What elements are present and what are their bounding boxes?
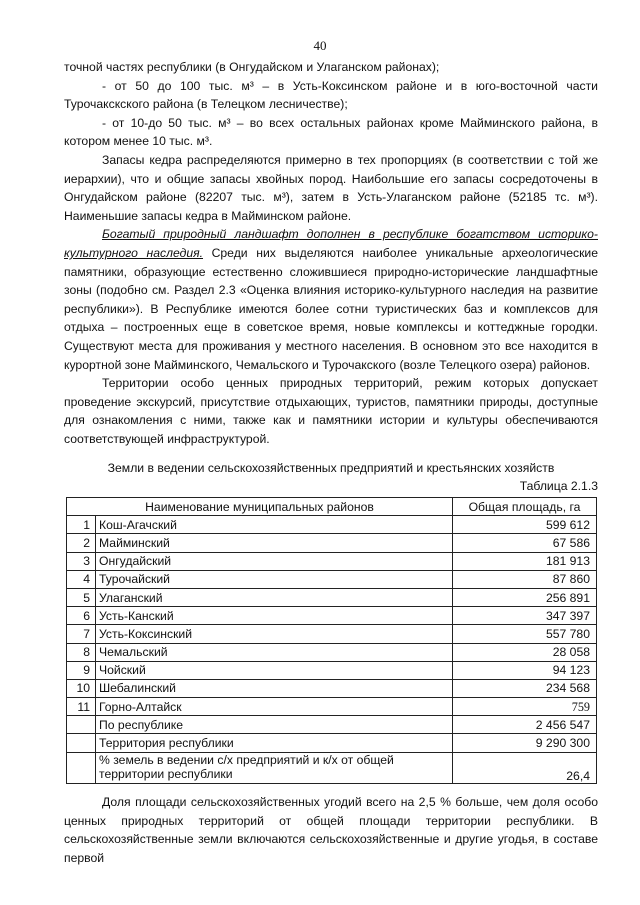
district-area: 94 123	[453, 661, 597, 679]
empty-cell	[67, 734, 96, 752]
share-value: 26,4	[453, 752, 597, 783]
empty-cell	[67, 716, 96, 734]
district-name: Чойский	[96, 661, 453, 679]
header-area: Общая площадь, га	[453, 498, 597, 516]
district-area: 347 397	[453, 607, 597, 625]
district-name: Кош-Агачский	[96, 516, 453, 534]
district-name: Улаганский	[96, 588, 453, 606]
district-name: Усть-Канский	[96, 607, 453, 625]
table-body	[67, 516, 597, 716]
body-text-bottom	[64, 793, 598, 867]
row-number: 7	[67, 625, 96, 643]
district-area: 599 612	[453, 516, 597, 534]
table-row	[67, 698, 597, 716]
empty-cell	[67, 752, 96, 783]
territory-label: Территория республики	[96, 734, 453, 752]
district-name: Турочайский	[96, 570, 453, 588]
table-row	[67, 607, 597, 625]
paragraph-5-italic: Богатый природный ландшафт дополнен в республике богатством историко-культурного наследия.	[64, 227, 598, 260]
total-label: По республике	[96, 716, 453, 734]
paragraph-7: Доля площади сельскохозяйственных угодий всего на 2,5 % больше, чем доля особо ценных природных территорий от общей площади территории республики. В сельскохозяйственные земли включаются сельскохозяйственные и другие угодья, в составе первой	[64, 795, 598, 865]
page-number: 40	[313, 38, 327, 53]
paragraph-5-rest: Среди них выделяются наиболее уникальные археологические памятники, образующие естественно сложившиеся природно-исторические ландшафтные зоны (подобно см. Раздел 2.3 «Оценка влияния историко-культурного наследия на развитие республики»). В Республике имеются более сотни туристических баз и комплексов для отдыха – построенных еще в советское время, новые комплексы и коттеджные городки. Существуют места для проживания у местного населения. В основном это все находится в курортной зоне Майминского, Чемальского и Турочакского (возле Телецкого озера) районов.	[64, 245, 598, 372]
district-area: 67 586	[453, 534, 597, 552]
paragraph-4: Запасы кедра распределяются примерно в тех пропорциях (в соответствии с той же иерархии), что и общие запасы хвойных пород. Наибольшие его запасы сосредоточены в Онгудайском районе (82207 тыс. м³), затем в Усть-Улаганском районе (52185 тс. м³). Наименьшие запасы кедра в Майминском районе.	[64, 152, 598, 223]
row-number: 9	[67, 661, 96, 679]
row-number: 5	[67, 588, 96, 606]
header-district: Наименование муниципальных районов	[67, 498, 453, 516]
row-number: 2	[67, 534, 96, 552]
table-row	[67, 534, 597, 552]
table-row	[67, 570, 597, 588]
table-row	[67, 516, 597, 534]
table-row-territory	[67, 734, 597, 752]
district-area: 87 860	[453, 570, 597, 588]
table-header-row	[67, 498, 597, 516]
district-area: 557 780	[453, 625, 597, 643]
table-row-total	[67, 716, 597, 734]
district-area: 759	[453, 698, 597, 716]
district-name: Онгудайский	[96, 552, 453, 570]
district-area: 181 913	[453, 552, 597, 570]
district-area: 234 568	[453, 679, 597, 697]
paragraph-1: точной частях республики (в Онгудайском и Улаганском районах);	[64, 60, 440, 74]
table-row	[67, 643, 597, 661]
table-number: Таблица 2.1.3	[519, 479, 598, 493]
table-row	[67, 588, 597, 606]
row-number: 10	[67, 679, 96, 697]
table-caption: Земли в ведении сельскохозяйственных предприятий и крестьянских хозяйств	[107, 461, 555, 475]
district-name: Горно-Алтайск	[96, 698, 453, 716]
district-area: 256 891	[453, 588, 597, 606]
district-name: Майминский	[96, 534, 453, 552]
row-number: 8	[67, 643, 96, 661]
district-name: Шебалинский	[96, 679, 453, 697]
body-text-top	[64, 58, 598, 448]
row-number: 1	[67, 516, 96, 534]
row-number: 3	[67, 552, 96, 570]
total-value: 2 456 547	[453, 716, 597, 734]
paragraph-6: Территории особо ценных природных территорий, режим которых допускает проведение экскурсий, присутствие отдыхающих, туристов, памятники природы, доступные для ознакомления с ними, также как и памятники истории и культуры обеспечиваются соответствующей инфраструктурой.	[64, 376, 598, 446]
district-name: Чемальский	[96, 643, 453, 661]
table-row	[67, 552, 597, 570]
territory-value: 9 290 300	[453, 734, 597, 752]
paragraph-5	[64, 225, 598, 374]
paragraph-2: - от 50 до 100 тыс. м³ – в Усть-Коксинском районе и в юго-восточной части Турочакскского района (в Телецком лесничестве);	[64, 78, 598, 112]
row-number: 6	[67, 607, 96, 625]
share-label: % земель в ведении с/х предприятий и к/х от общей территории республики	[96, 752, 453, 783]
row-number: 4	[67, 570, 96, 588]
table-row	[67, 625, 597, 643]
row-number: 11	[67, 698, 96, 716]
table-row	[67, 679, 597, 697]
district-area: 28 058	[453, 643, 597, 661]
district-name: Усть-Коксинский	[96, 625, 453, 643]
land-table	[66, 497, 597, 784]
table-row-share	[67, 752, 597, 783]
table-row	[67, 661, 597, 679]
paragraph-3: - от 10-до 50 тыс. м³ – во всех остальных районах кроме Майминского района, в котором менее 10 тыс. м³.	[64, 115, 598, 149]
